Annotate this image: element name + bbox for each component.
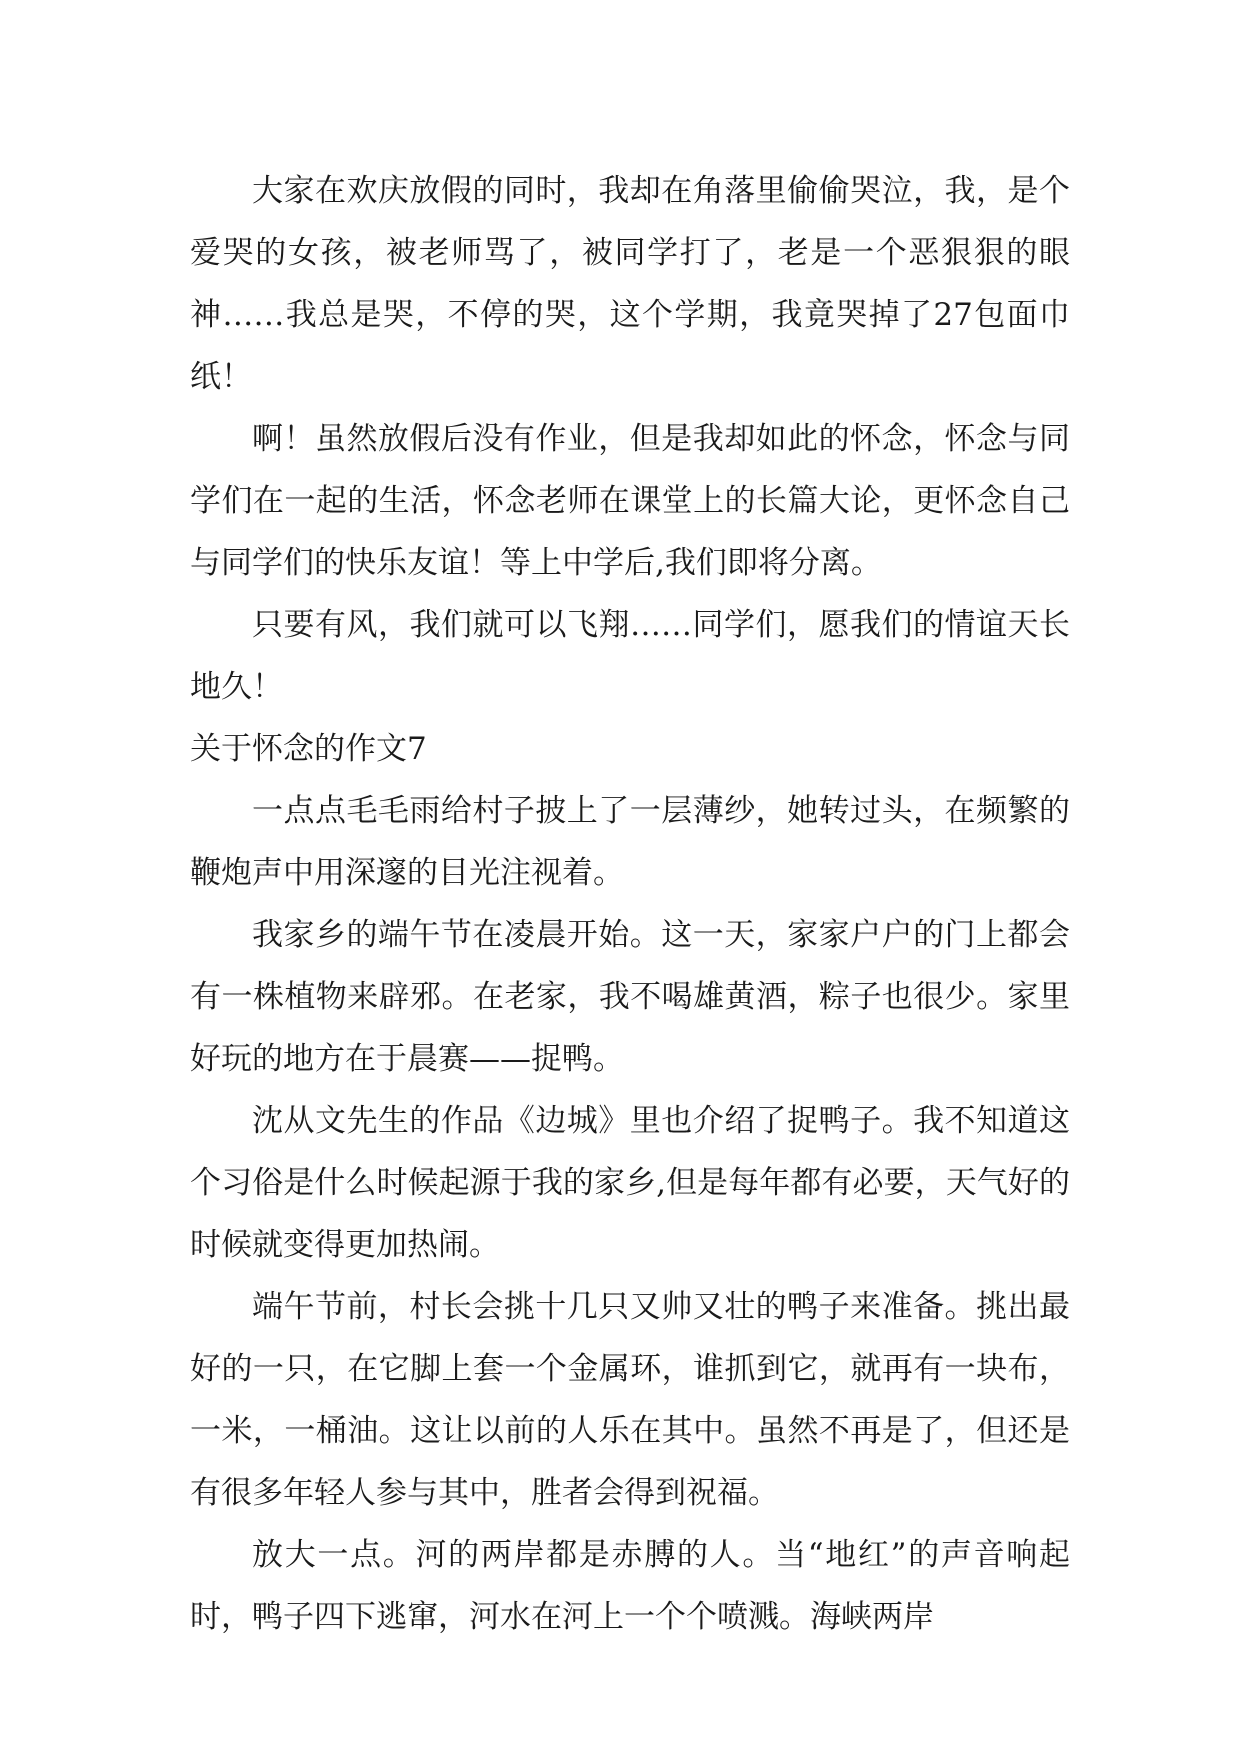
document-body	[190, 160, 1070, 1648]
paragraph: 大家在欢庆放假的同时，我却在角落里偷偷哭泣，我，是个爱哭的女孩，被老师骂了，被同学打了，老是一个恶狠狠的眼神……我总是哭，不停的哭，这个学期，我竟哭掉了27包面巾纸！	[190, 173, 1070, 395]
section-heading: 关于怀念的作文7	[190, 731, 427, 767]
paragraph: 端午节前，村长会挑十几只又帅又壮的鸭子来准备。挑出最好的一只，在它脚上套一个金属环，谁抓到它，就再有一块布，一米，一桶油。这让以前的人乐在其中。虽然不再是了，但还是有很多年轻人参与其中，胜者会得到祝福。	[190, 1289, 1070, 1511]
paragraph: 啊！虽然放假后没有作业，但是我却如此的怀念，怀念与同学们在一起的生活，怀念老师在课堂上的长篇大论，更怀念自己与同学们的快乐友谊！等上中学后,我们即将分离。	[190, 421, 1070, 581]
paragraph: 我家乡的端午节在凌晨开始。这一天，家家户户的门上都会有一株植物来辟邪。在老家，我不喝雄黄酒，粽子也很少。家里好玩的地方在于晨赛——捉鸭。	[190, 917, 1070, 1077]
paragraph: 沈从文先生的作品《边城》里也介绍了捉鸭子。我不知道这个习俗是什么时候起源于我的家乡,但是每年都有必要，天气好的时候就变得更加热闹。	[190, 1103, 1070, 1263]
paragraph: 只要有风，我们就可以飞翔……同学们，愿我们的情谊天长地久！	[190, 607, 1070, 705]
paragraph: 放大一点。河的两岸都是赤膊的人。当“地红”的声音响起时，鸭子四下逃窜，河水在河上一个个喷溅。海峡两岸	[190, 1537, 1070, 1635]
paragraph: 一点点毛毛雨给村子披上了一层薄纱，她转过头，在频繁的鞭炮声中用深邃的目光注视着。	[190, 793, 1070, 891]
